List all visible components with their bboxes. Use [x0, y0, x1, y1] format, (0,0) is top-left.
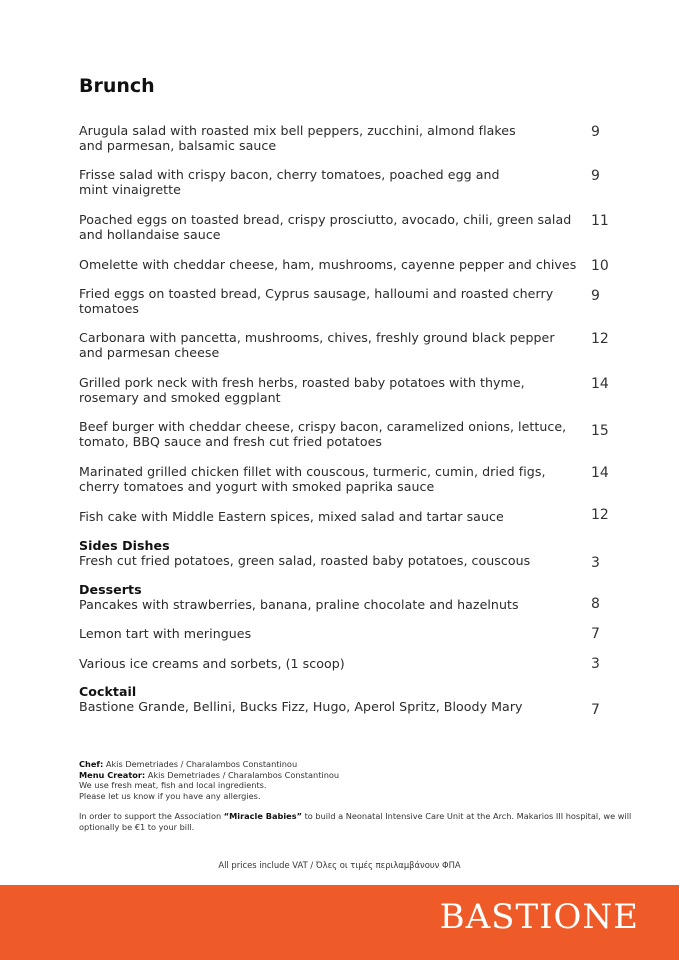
item-price: 9 [591, 124, 600, 140]
item-description [79, 684, 579, 714]
item-description [79, 464, 574, 494]
item-price: 3 [591, 555, 600, 571]
item-line: cherry tomatoes and yogurt with smoked paprika sauce [79, 479, 435, 494]
item-price: 9 [591, 168, 600, 184]
vat-note: All prices include VAT / Όλες οι τιμές περιλαμβάνουν ΦΠΑ [218, 860, 461, 870]
item-description [79, 509, 574, 524]
item-price: 12 [591, 331, 609, 347]
item-line: Pancakes with strawberries, banana, praline chocolate and hazelnuts [79, 597, 519, 612]
item-description [79, 656, 574, 671]
section-heading: Sides Dishes [79, 538, 170, 553]
item-price: 7 [591, 702, 600, 718]
item-line: Various ice creams and sorbets, (1 scoop) [79, 656, 345, 671]
item-description [79, 330, 574, 360]
item-line: tomatoes [79, 301, 139, 316]
item-line: Arugula salad with roasted mix bell peppers, zucchini, almond flakes [79, 123, 516, 138]
section-heading: Cocktail [79, 684, 137, 699]
item-line: Fried eggs on toasted bread, Cyprus sausage, halloumi and roasted cherry [79, 286, 554, 301]
item-price: 3 [591, 656, 600, 672]
item-description [79, 212, 579, 242]
item-line: Fish cake with Middle Eastern spices, mixed salad and tartar sauce [79, 509, 504, 524]
item-line: Grilled pork neck with fresh herbs, roasted baby potatoes with thyme, [79, 375, 525, 390]
item-description [79, 123, 574, 153]
item-line: Carbonara with pancetta, mushrooms, chives, freshly ground black pepper [79, 330, 555, 345]
item-description [79, 375, 574, 405]
item-line: and hollandaise sauce [79, 227, 221, 242]
item-price: 11 [591, 213, 609, 229]
footer-band [0, 885, 679, 960]
item-line: Bastione Grande, Bellini, Bucks Fizz, Hugo, Aperol Spritz, Bloody Mary [79, 699, 523, 714]
creator-line: Menu Creator: Akis Demetriades / Charalambos Constantinou [79, 769, 340, 780]
item-line: Lemon tart with meringues [79, 626, 252, 641]
item-line: Marinated grilled chicken fillet with couscous, turmeric, cumin, dried figs, [79, 464, 546, 479]
item-description [79, 538, 574, 568]
item-description [79, 419, 574, 449]
item-price: 9 [591, 288, 600, 304]
chef-line: Chef: Akis Demetriades / Charalambos Constantinou [79, 759, 298, 769]
item-price: 7 [591, 626, 600, 642]
item-line: Poached eggs on toasted bread, crispy prosciutto, avocado, chili, green salad [79, 212, 572, 227]
item-description [79, 626, 574, 641]
allergy-note: Please let us know if you have any allergies. [79, 790, 261, 801]
page-title: Brunch [79, 75, 155, 97]
item-price: 12 [591, 507, 609, 523]
item-line: tomato, BBQ sauce and fresh cut fried potatoes [79, 434, 383, 449]
item-line: Beef burger with cheddar cheese, crispy bacon, caramelized onions, lettuce, [79, 419, 567, 434]
item-line: and parmesan cheese [79, 345, 220, 360]
item-price: 14 [591, 376, 609, 392]
item-line: and parmesan, balsamic sauce [79, 138, 277, 153]
item-price: 8 [591, 596, 600, 612]
item-description [79, 286, 574, 316]
item-price: 14 [591, 465, 609, 481]
item-line: mint vinaigrette [79, 182, 181, 197]
item-description [79, 582, 574, 612]
item-line: Fresh cut fried potatoes, green salad, roasted baby potatoes, couscous [79, 553, 531, 568]
item-line: rosemary and smoked eggplant [79, 390, 281, 405]
item-price: 15 [591, 423, 609, 439]
fresh-note: We use fresh meat, fish and local ingredients. [79, 780, 267, 790]
menu-notes [79, 759, 639, 832]
item-line: Omelette with cheddar cheese, ham, mushrooms, cayenne pepper and chives [79, 257, 577, 272]
item-line: Frisse salad with crispy bacon, cherry tomatoes, poached egg and [79, 167, 500, 182]
support-note: In order to support the Association “Miracle Babies” to build a Neonatal Intensive Care Unit at the Arch. Makarios III hospital, we will optionally be €1 to your bill. [79, 811, 632, 832]
item-price: 10 [591, 258, 609, 274]
item-description [79, 257, 579, 272]
item-description [79, 167, 574, 197]
brand-logo: BASTIONE [439, 897, 639, 937]
section-heading: Desserts [79, 582, 142, 597]
